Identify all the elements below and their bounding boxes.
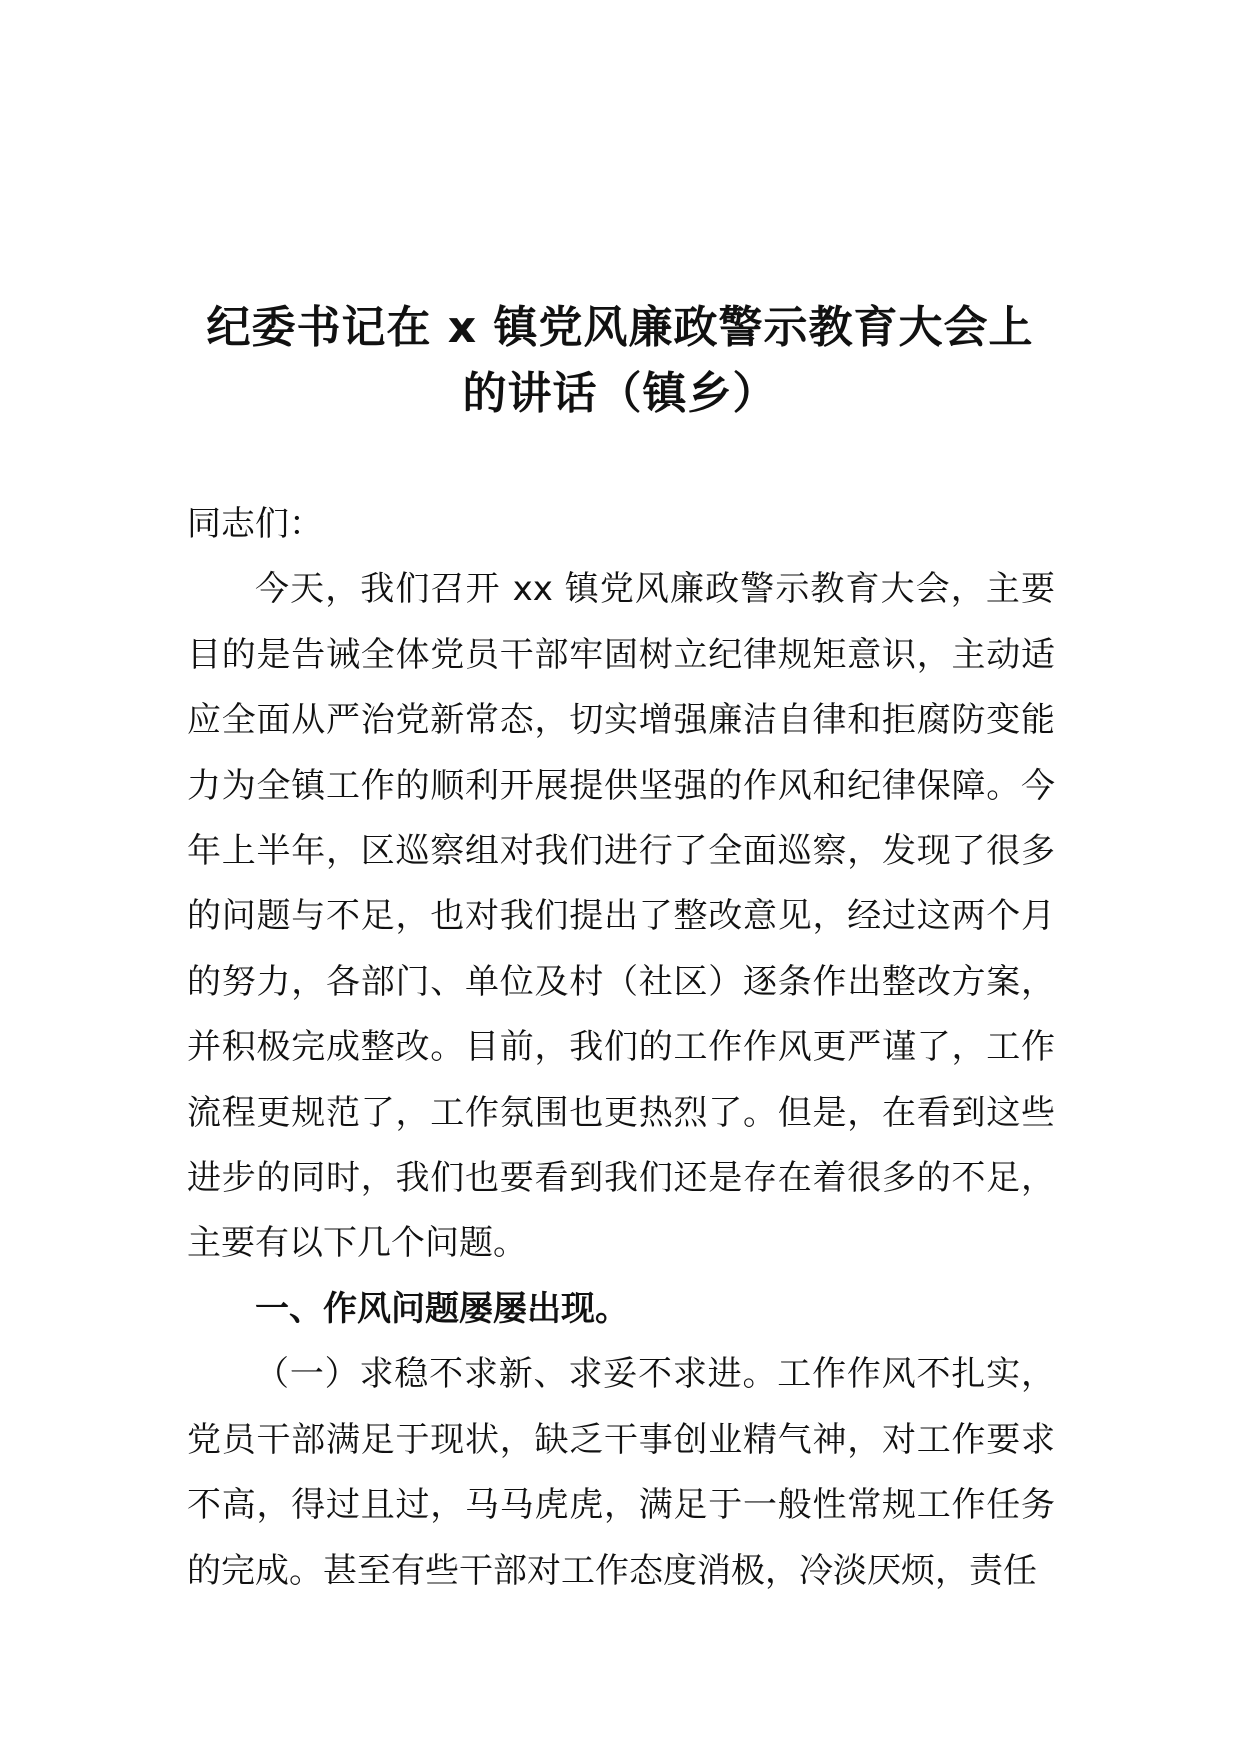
document-title <box>150 295 1090 427</box>
title-line-2: 的讲话（镇乡） <box>462 368 778 419</box>
section-heading-1: 一、作风问题屡屡出现。 <box>255 1288 629 1329</box>
subsection-1-paragraph: （一）求稳不求新、求妥不求进。工作作风不扎实，党员干部满足于现状，缺乏干事创业精气神，对工作要求不高，得过且过，马马虎虎，满足于一般性常规工作任务的完成。甚至有些干部对工作态度消极，冷淡厌烦，责任 <box>187 1354 1055 1591</box>
salutation: 同志们： <box>187 504 323 544</box>
intro-paragraph: 今天，我们召开 xx 镇党风廉政警示教育大会，主要目的是告诫全体党员干部牢固树立纪律规矩意识，主动适应全面从严治党新常态，切实增强廉洁自律和拒腐防变能力为全镇工作的顺利开展提供坚强的作风和纪律保障。今年上半年，区巡察组对我们进行了全面巡察，发现了很多的问题与不足，也对我们提出了整改意见，经过这两个月的努力，各部门、单位及村（社区）逐条作出整改方案，并积极完成整改。目前，我们的工作作风更严谨了，工作流程更规范了，工作氛围也更热烈了。但是，在看到这些进步的同时，我们也要看到我们还是存在着很多的不足，主要有以下几个问题。 <box>187 569 1055 1264</box>
document-body <box>187 492 1055 1604</box>
title-line-1: 纪委书记在 x 镇党风廉政警示教育大会上 <box>206 302 1034 353</box>
